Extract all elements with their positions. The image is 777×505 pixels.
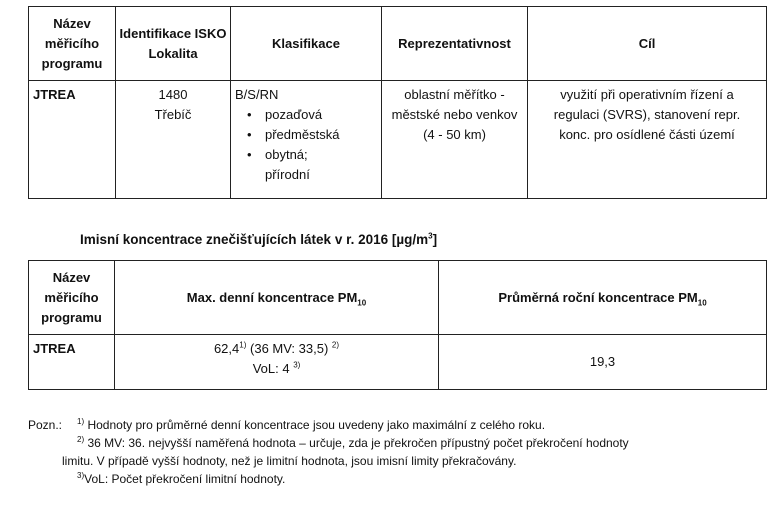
isko-code: 1480 — [158, 87, 188, 102]
footnotes — [28, 416, 768, 488]
note-ref: 2) — [77, 435, 85, 444]
note-ref: 2) — [331, 340, 340, 350]
locality-name: Třebíč — [154, 107, 192, 122]
note-ref: 1) — [77, 417, 85, 426]
header-isko-locality — [116, 7, 231, 81]
classification-code: B/S/RN — [235, 87, 279, 102]
footnote-2 — [28, 434, 768, 452]
table-row — [29, 335, 767, 390]
max-daily-cell — [115, 335, 439, 390]
header-representativeness: Reprezentativnost — [382, 7, 528, 81]
program-code: JTREA — [29, 335, 115, 390]
header-annual — [439, 261, 767, 335]
header-locality: Lokalita — [148, 45, 198, 61]
classification-cell — [231, 81, 382, 199]
program-code: JTREA — [29, 81, 116, 199]
station-info-table — [28, 6, 767, 199]
classification-tail: přírodní — [265, 167, 310, 182]
note-ref: 1) — [239, 340, 247, 350]
vol-value — [115, 359, 438, 379]
annual-value: 19,3 — [439, 335, 767, 390]
header-isko: Identifikace ISKO — [119, 25, 227, 41]
footnote-3 — [28, 470, 768, 488]
max-value: 62,4 — [213, 341, 240, 356]
header-max-daily — [115, 261, 439, 335]
header-goal: Cíl — [528, 7, 767, 81]
classification-list — [235, 105, 381, 165]
list-item: • obytná; — [235, 145, 381, 165]
pm-subscript: 10 — [697, 298, 707, 308]
mv-value: (36 MV: 33,5) — [250, 341, 329, 356]
note-ref: 3) — [77, 471, 85, 480]
concentration-table-title — [80, 232, 437, 247]
table-header-row — [29, 7, 767, 81]
title-bracket: ] — [432, 232, 438, 247]
header-max-daily-text: Max. denní koncentrace PM — [186, 289, 358, 305]
list-item: • předměstská — [235, 125, 381, 145]
max-daily-value — [115, 339, 438, 359]
goal-cell: využití při operativním řízení a regulaci (SVRS), stanovení repr. konc. pro osídlené části území — [528, 81, 767, 199]
representativeness-cell: oblastní měřítko - městské nebo venkov (4 - 50 km) — [382, 81, 528, 199]
header-program-name: Název měřicího programu — [29, 7, 116, 81]
table-header-row — [29, 261, 767, 335]
header-program-name: Název měřicího programu — [29, 261, 115, 335]
footnote-2-text-a: 36 MV: 36. nejvyšší naměřená hodnota – určuje, zda je překročen přípustný počet překročení hodnoty — [87, 436, 629, 450]
vol-text: VoL: 4 — [252, 361, 290, 376]
header-classification: Klasifikace — [231, 7, 382, 81]
isko-cell — [116, 81, 231, 199]
footnote-3-text: VoL: Počet překročení limitní hodnoty. — [84, 472, 286, 486]
title-superscript: 3 — [428, 231, 433, 241]
header-annual-text: Průměrná roční koncentrace PM — [498, 289, 698, 305]
footnote-1 — [28, 416, 768, 434]
notes-label: Pozn.: — [28, 418, 63, 432]
note-ref: 3) — [293, 360, 301, 370]
title-text: Imisní koncentrace znečišťujících látek v r. 2016 [µg/m — [80, 232, 429, 247]
footnote-2-cont: limitu. V případě vyšší hodnoty, než je limitní hodnota, jsou imisní limity překračovány. — [62, 454, 517, 468]
table-row — [29, 81, 767, 199]
concentration-table — [28, 260, 767, 390]
footnote-1-text: Hodnoty pro průměrné denní koncentrace jsou uvedeny jako maximální z celého roku. — [87, 418, 546, 432]
pm-subscript: 10 — [357, 298, 367, 308]
list-item: • pozaďová — [235, 105, 381, 125]
